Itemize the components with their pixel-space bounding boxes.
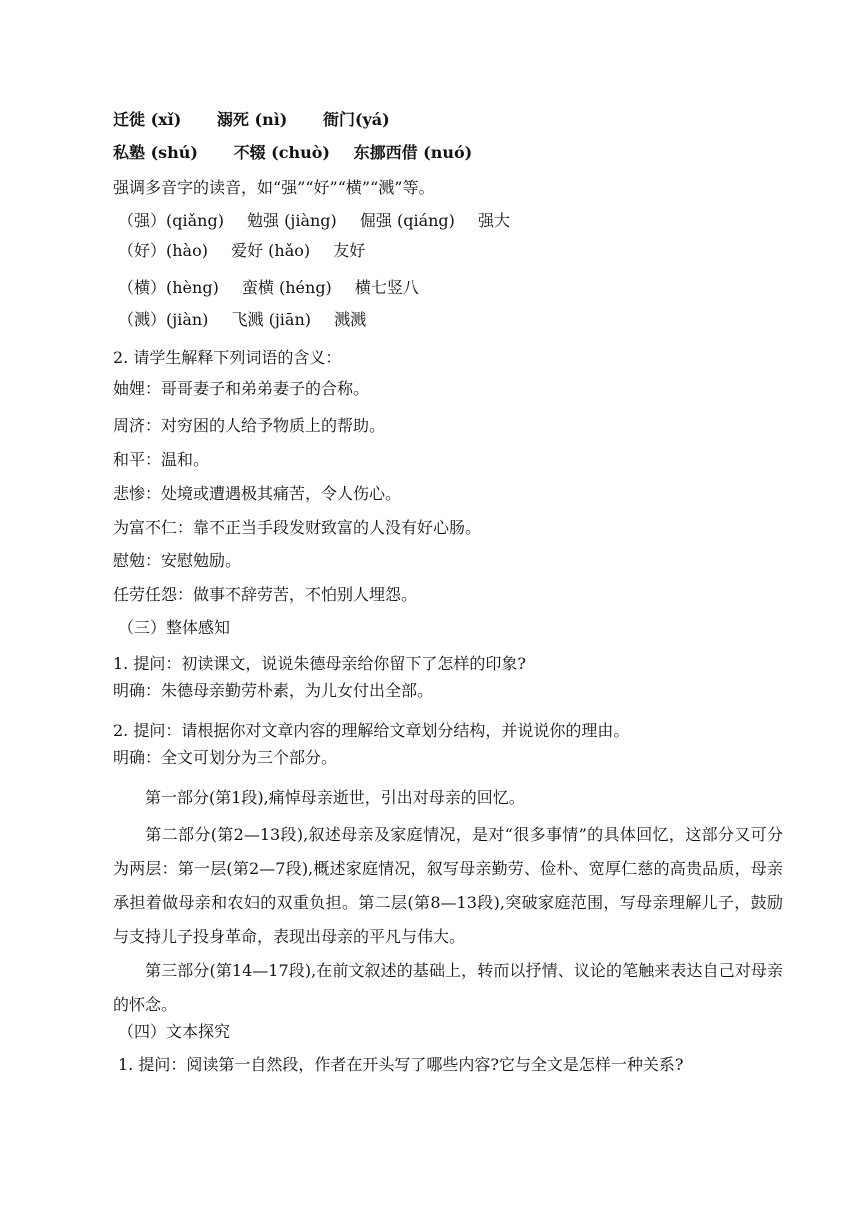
question-heading: 2. 请学生解释下列词语的含义： [113,348,342,367]
section-heading: （四）文本探究 [118,1022,231,1041]
question: 2. 提问：请根据你对文章内容的理解给文章划分结构，并说说你的理由。 [113,721,630,740]
vocab-word: 迁徙 (xǐ) [113,110,182,129]
definition: 周济：对穷困的人给予物质上的帮助。 [113,416,386,435]
polyphone-row: （横）(hèng) 蛮横 (héng) 横七竖八 [118,278,419,297]
paragraph-part-1: 第一部分(第1段),痛悼母亲逝世，引出对母亲的回忆。 [145,788,525,807]
vocab-word: 溺死 (nì) [216,110,288,129]
polyphone-row: （强）(qiǎng) 勉强 (jiàng) 倔强 (qiáng) 强大 [118,211,511,230]
question: 1. 提问：初读课文，说说朱德母亲给你留下了怎样的印象? [113,654,526,673]
answer: 明确：朱德母亲勤劳朴素，为儿女付出全部。 [113,681,434,700]
paragraph-part-2: 第二部分(第2—13段),叙述母亲及家庭情况，是对“很多事情”的具体回忆，这部分又可分为两层：第一层(第2—7段),概述家庭情况，叙写母亲勤劳、俭朴、宽厚仁慈的高贵品质，母亲承担着做母亲和农妇的双重负担。第二层(第8—13段),突破家庭范围，写母亲理解儿子，鼓励与支持儿子投身革命，表现出母亲的平凡与伟大。 [113,825,783,946]
vocab-word: 不辍 (chuò) [233,143,330,162]
answer: 明确：全文可划分为三个部分。 [113,748,338,767]
vocab-word: 东挪西借 (nuó) [353,143,473,162]
polyphone-row: （好）(hào) 爱好 (hǎo) 友好 [118,241,366,260]
polyphone-intro: 强调多音字的读音，如“强”“好”“横”“溅”等。 [113,178,435,197]
question: 1. 提问：阅读第一自然段，作者在开头写了哪些内容?它与全文是怎样一种关系? [118,1055,684,1074]
definition: 和平：温和。 [113,450,210,469]
polyphone-row: （溅）(jiàn) 飞溅 (jiān) 溅溅 [118,310,367,329]
vocab-word: 衙门(yá) [322,110,390,129]
vocab-word: 私塾 (shú) [113,143,198,162]
vocab-row-1 [113,109,390,131]
paragraph-part-3: 第三部分(第14—17段),在前文叙述的基础上，转而以抒情、议论的笔触来表达自己对母亲的怀念。 [113,961,783,1014]
section-heading: （三）整体感知 [118,618,231,637]
definition: 任劳任怨：做事不辞劳苦，不怕别人埋怨。 [113,585,418,604]
definition: 悲惨：处境或遭遇极其痛苦，令人伤心。 [113,484,402,503]
definition: 慰勉：安慰勉励。 [113,551,242,570]
definition: 为富不仁：靠不正当手段发财致富的人没有好心肠。 [113,518,482,537]
definition: 妯娌：哥哥妻子和弟弟妻子的合称。 [113,379,370,398]
vocab-row-2 [113,142,472,164]
